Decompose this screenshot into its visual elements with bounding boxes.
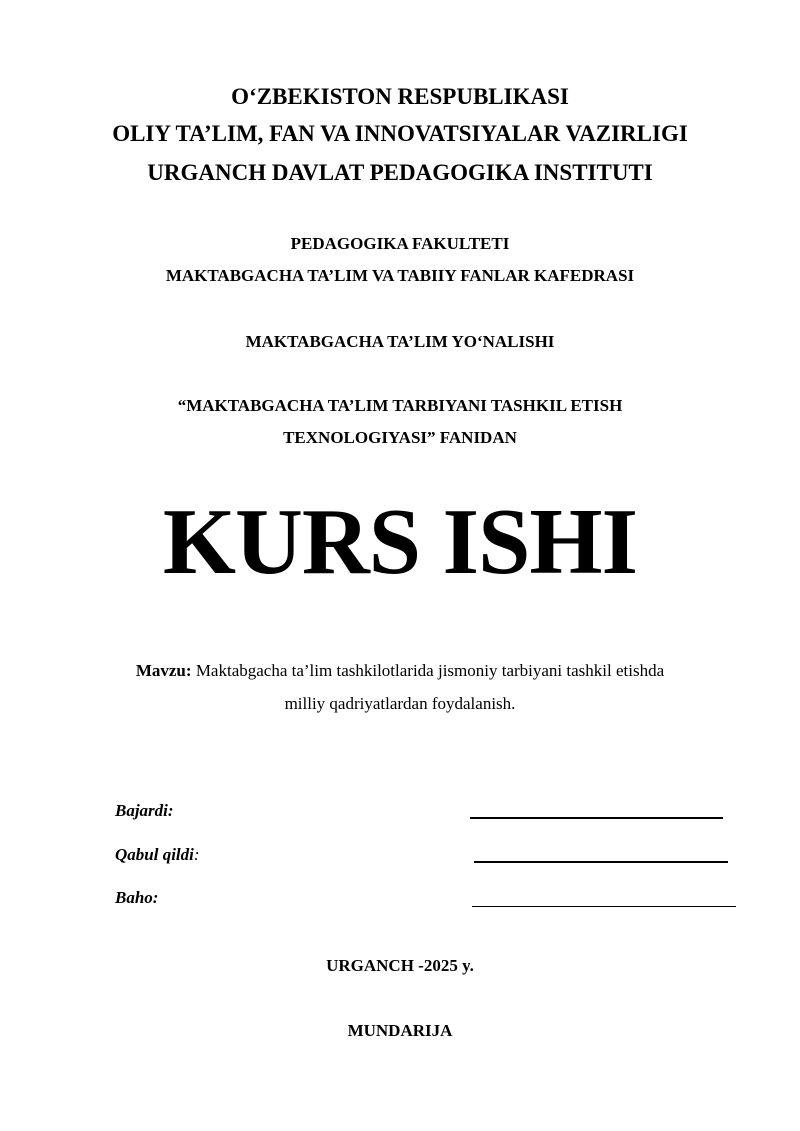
place-year: URGANCH -2025 y.: [326, 956, 474, 975]
faculty-name: PEDAGOGIKA FAKULTETI: [290, 234, 510, 253]
contents-heading: MUNDARIJA: [347, 1021, 453, 1040]
accepted-by-colon: :: [193, 845, 200, 864]
grade-signature-line[interactable]: [472, 906, 736, 907]
accepted-by-row: [115, 845, 200, 865]
performed-by-label: Bajardi:: [115, 801, 174, 820]
direction-name: MAKTABGACHA TA’LIM YO‘NALISHI: [245, 332, 555, 351]
topic-text-2: milliy qadriyatlardan foydalanish.: [284, 694, 516, 713]
document-title: KURS ISHI: [162, 490, 638, 594]
subject-line-2: TEXNOLOGIYASI” FANIDAN: [283, 428, 517, 447]
grade-label: Baho:: [115, 888, 159, 907]
subject-line-1: “MAKTABGACHA TA’LIM TARBIYANI TASHKIL ETISH: [177, 396, 623, 415]
accepted-by-signature-line[interactable]: [474, 861, 728, 863]
country-name: O‘ZBEKISTON RESPUBLIKASI: [231, 84, 569, 109]
topic-line-1: [0, 661, 800, 681]
ministry-name: OLIY TA’LIM, FAN VA INNOVATSIYALAR VAZIRLIGI: [112, 121, 688, 146]
department-name: MAKTABGACHA TA’LIM VA TABIIY FANLAR KAFEDRASI: [165, 266, 635, 285]
accepted-by-label: Qabul qildi: [115, 845, 194, 864]
performed-by-signature-line[interactable]: [470, 817, 723, 819]
topic-text-1: Maktabgacha ta’lim tashkilotlarida jismoniy tarbiyani tashkil etishda: [195, 661, 665, 680]
topic-label: Mavzu:: [135, 661, 192, 680]
institute-name: URGANCH DAVLAT PEDAGOGIKA INSTITUTI: [147, 160, 653, 185]
